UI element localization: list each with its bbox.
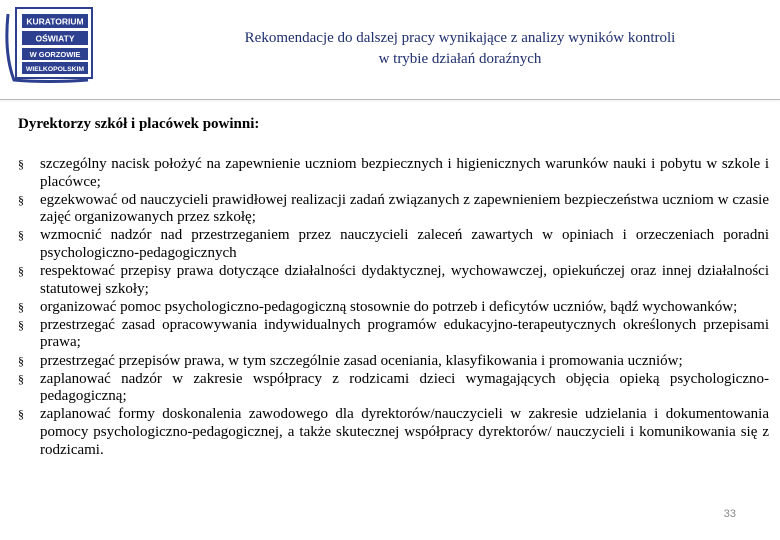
list-item (18, 371, 769, 406)
bullet-icon: § (18, 299, 24, 314)
list-item (18, 156, 769, 191)
list-item (18, 406, 769, 459)
list-item-text: egzekwować od nauczycieli prawidłowej realizacji zadań związanych z zapewnieniem bezpieczeństwa uczniom w czasie zajęć organizowanych przez szkołę; (40, 191, 769, 226)
list-item (18, 353, 769, 371)
bullet-icon: § (18, 353, 24, 368)
list-item (18, 192, 769, 227)
header-divider (0, 99, 780, 100)
logo-text-line2: OŚWIATY (35, 33, 75, 44)
recommendations-list (18, 156, 769, 459)
bullet-icon: § (18, 371, 24, 386)
title-line-2: w trybie działań doraźnych (378, 51, 542, 67)
section-heading: Dyrektorzy szkół i placówek powinni: (18, 116, 260, 132)
title-line-1: Rekomendacje do dalszej pracy wynikające z analizy wyników kontroli (244, 30, 676, 46)
bullet-icon: § (18, 407, 24, 422)
list-item (18, 263, 769, 298)
list-item (18, 299, 769, 317)
bullet-icon: § (18, 317, 24, 332)
list-item-text: zaplanować formy doskonalenia zawodowego dla dyrektorów/nauczycieli w zakresie udzielania i dokumentowania pomocy psychologiczno-pedagogicznej, a także skutecznej współpracy dyrektorów/ nauczycieli i komunikowania się z rodzicami. (40, 406, 769, 458)
list-item-text: przestrzegać przepisów prawa, w tym szczególnie zasad oceniania, klasyfikowania i promowania uczniów; (40, 352, 683, 369)
page-title (150, 28, 770, 70)
list-item-text: respektować przepisy prawa dotyczące działalności dydaktycznej, wychowawczej, opiekuńczej oraz innej działalności statutowej szkoły; (40, 263, 769, 297)
list-item (18, 317, 769, 352)
logo-emblem (4, 4, 96, 84)
logo-text-line3: W GORZOWIE (29, 50, 81, 59)
list-item (18, 227, 769, 262)
bullet-icon: § (18, 228, 24, 243)
list-item-text: przestrzegać zasad opracowywania indywidualnych programów edukacyjno-terapeutycznych określonych przepisami prawa; (40, 316, 769, 351)
list-item-text: organizować pomoc psychologiczno-pedagogiczną stosownie do potrzeb i deficytów uczniów, bądź wychowanków; (40, 298, 738, 315)
page-number: 33 (723, 508, 736, 520)
bullet-icon: § (18, 192, 24, 207)
bullet-icon: § (18, 157, 24, 171)
list-item-text: zaplanować nadzór w zakresie współpracy z rodzicami dzieci wymagających objęcia opieką psychologiczno-pedagogiczną; (40, 370, 769, 405)
logo-text-line1: KURATORIUM (26, 16, 84, 27)
list-item-text: szczególny nacisk położyć na zapewnienie uczniom bezpiecznych i higienicznych warunków nauki i pobytu w szkole i placówce; (40, 156, 769, 190)
logo-text-line4: WIELKOPOLSKIM (25, 66, 85, 73)
kuratorium-logo (4, 4, 96, 84)
list-item-text: wzmocnić nadzór nad przestrzeganiem przez nauczycieli zaleceń zawartych w opiniach i orzeczeniach poradni psychologiczno-pedagogicznych (40, 227, 769, 261)
bullet-icon: § (18, 264, 24, 279)
